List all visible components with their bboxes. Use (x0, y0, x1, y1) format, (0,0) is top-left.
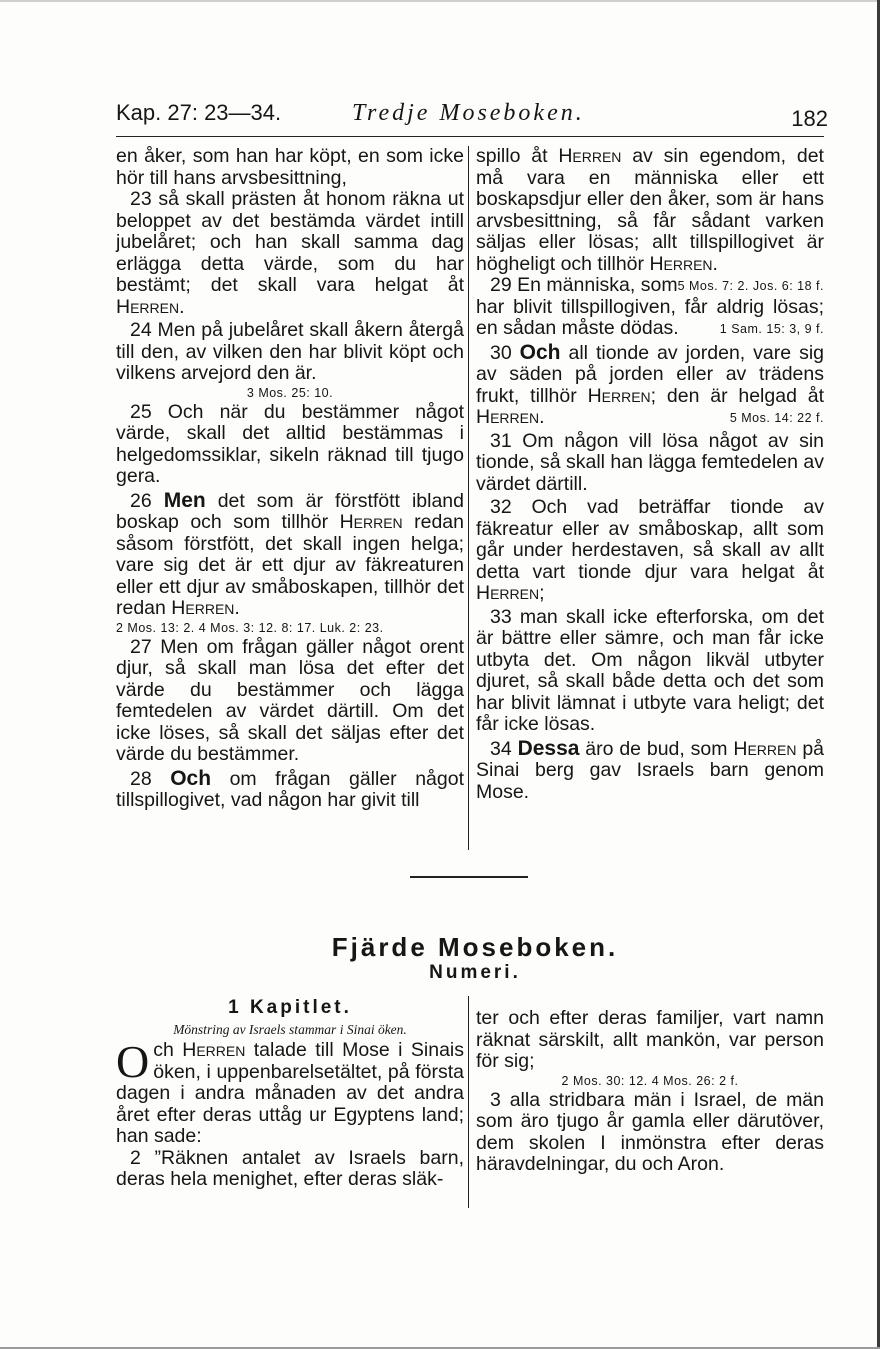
new-book-title: Fjärde Moseboken. (331, 932, 619, 962)
verse-3: 3 alla stridbara män i Israel, de män som äro tjugo år gamla eller därutöver, dem skolen I inmönstra efter deras häravdelningar, du och Aron. (476, 1088, 824, 1175)
lord-name: Herren. (649, 252, 718, 275)
verse-23: 23 så skall prästen åt honom räkna ut beloppet av det bestämda värdet intill jubelåret; och han skall samma dag erlägga detta värde, som du har bestämt; det skall vara helgat åt Herren. (116, 188, 464, 318)
verse-32: 32 Och vad beträffar tionde av fäkreatur eller av småboskap, allt som går under herdestaven, så skall av allt detta vart tionde djur vara helgat åt Herren; (476, 496, 824, 604)
cross-reference: 5 Mos. 7: 2. Jos. 6: 18 f. (677, 279, 824, 293)
left-column (116, 146, 464, 812)
cross-reference: 3 Mos. 25: 10. (246, 385, 334, 400)
lord-name: Herren (339, 511, 403, 533)
right-column (476, 146, 824, 803)
lord-name: Herren. (116, 295, 185, 318)
chapter-heading: 1 Kapitlet. (228, 997, 352, 1018)
new-book-subtitle: Numeri. (429, 962, 521, 983)
verse-31: 31 Om någon vill lösa något av sin tionde, så skall han lägga femtedelen av värdet därtill. (476, 429, 824, 495)
verse-30: 30 Och all tionde av jorden, vare sig av säden på jorden eller av trädens frukt, tillhör Herren; den är helgad åt Herren. 5 Mos. 14: 22 f. (476, 340, 824, 428)
lord-name: Herren. (476, 406, 545, 428)
header-rule (116, 136, 824, 137)
lord-name: Herren (476, 582, 540, 604)
verse-33: 33 man skall icke efterforska, om det är bättre eller sämre, och man får icke utbyta det. Om någon likväl utbyter djuret, så skall både detta och det som har blivit lämnat i utbyte vara heligt; det får icke lösas. (476, 605, 824, 735)
section-separator (410, 876, 528, 878)
cross-reference: 2 Mos. 30: 12. 4 Mos. 26: 2 f. (561, 1073, 739, 1088)
cross-reference: 1 Sam. 15: 3, 9 f. (719, 322, 824, 336)
column-divider (468, 146, 469, 850)
chapter-summary: Mönstring av Israels stammar i Sinai öken. (173, 1022, 407, 1037)
page-number: 182 (791, 106, 828, 131)
scan-edge-top (0, 0, 880, 2)
verse-28: 28 Och om frågan gäller något tillspillogivet, vad någon har givit till (116, 766, 464, 811)
chapter-reference: Kap. 27: 23—34. (116, 100, 282, 125)
drop-cap: O (116, 1036, 150, 1087)
lord-name: Herren (182, 1039, 246, 1061)
chapter1-right-column (476, 1008, 824, 1176)
verse-28-continuation: spillo åt Herren av sin egendom, det må vara en människa eller ett boskapsdjur eller den åker, som är hans arvsbesittning, så får sådant varken säljas eller lösas; allt tillspillogivet är högheligt och tillhör Herren. 5 Mos. 7: 2. Jos. 6: 18 f. (476, 145, 824, 293)
cross-reference: 5 Mos. 14: 22 f. (729, 411, 824, 425)
verse-continuation: en åker, som han har köpt, en som icke hör till hans arvsbesittning, (116, 145, 464, 189)
verse-34: 34 Dessa äro de bud, som Herren på Sinai berg gav Israels barn genom Mose. (476, 736, 825, 803)
lord-name: Herren (733, 737, 797, 760)
lord-name: Herren (171, 597, 235, 619)
verse-2: 2 ”Räknen antalet av Israels barn, deras hela menighet, efter deras släk- (116, 1146, 464, 1190)
running-header (116, 100, 828, 140)
book-title-header: Tredje Moseboken. (352, 100, 585, 126)
verse-24: 24 Men på jubelåret skall åkern återgå till den, av vilken den har blivit köpt och vilkens arvejord den är. (116, 319, 464, 384)
verse-26: 26 Men det som är förstfött ibland boskap och som tillhör Herren redan såsom förstfött, det skall ingen helga; vare sig det är ett djur av fäkreaturen eller ett djur av småboskapen, tillhör det redan Herren. (116, 488, 464, 619)
verse-29: 29 En människa, som har blivit tillspillogiven, får aldrig lösas; en sådan måste dödas. 1 Sam. 15: 3, 9 f. (476, 274, 824, 339)
verse-25: 25 Och när du bestämmer något värde, skall det alltid bestämmas i helgedomssiklar, sikeln räknad till tjugo gera. (116, 400, 464, 487)
verse-2-continuation: ter och efter deras familjer, vart namn räknat särskilt, allt mankön, var person för sig; (476, 1007, 824, 1072)
verse-1: Och Herren talade till Mose i Sinais öken, i uppenbarelsetältet, på första dagen i andra månaden av det andra året efter deras uttåg ur Egyptens land; han sade: (116, 1036, 464, 1147)
column-divider (468, 996, 469, 1208)
cross-reference: 2 Mos. 13: 2. 4 Mos. 3: 12. 8: 17. Luk. 2: 23. (116, 620, 384, 635)
chapter1-left-column (116, 996, 464, 1191)
lord-name: Herren (558, 145, 622, 167)
verse-27: 27 Men om frågan gäller något orent djur, så skall man lösa det efter det värde du bestämmer och lägga femtedelen av värdet därtill. Om det icke löses, så skall det säljas efter det värde du bestämmer. (116, 635, 464, 765)
lord-name: Herren (587, 384, 651, 407)
